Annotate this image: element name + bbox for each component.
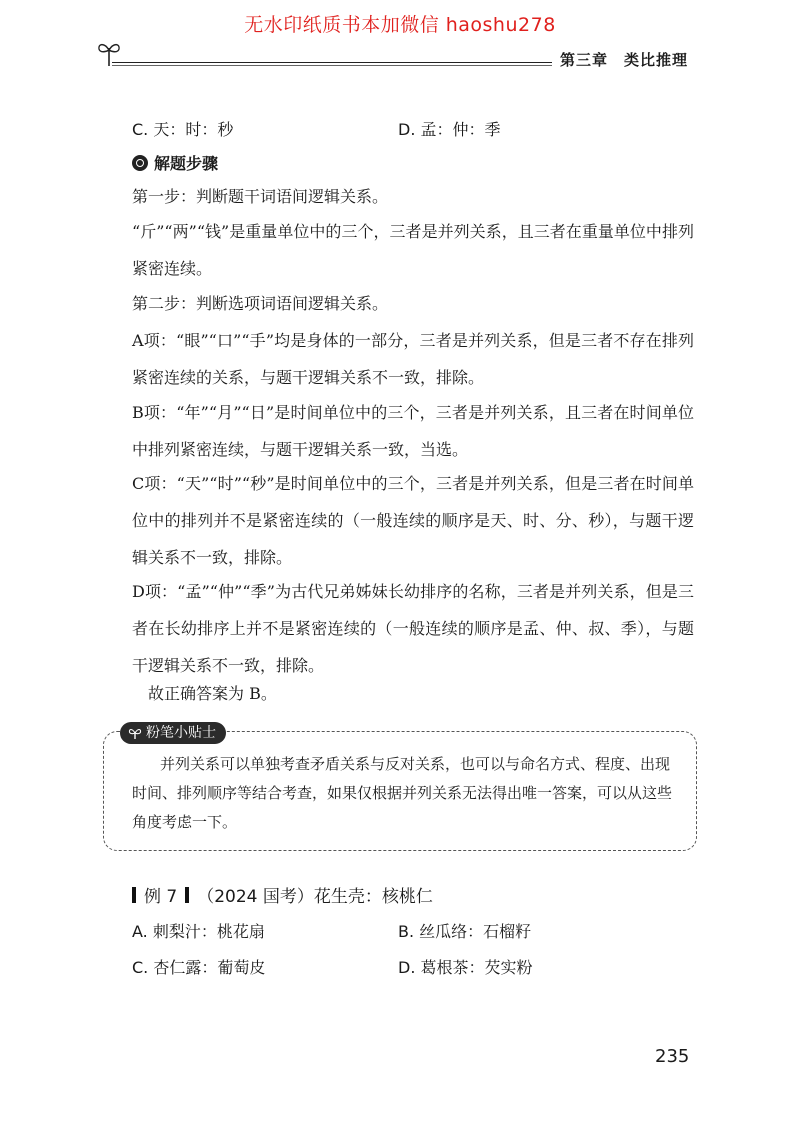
example-bar-left (132, 887, 136, 903)
steps-heading (132, 151, 218, 174)
example-bar-right (185, 887, 189, 903)
sprout-small-icon (128, 726, 142, 740)
example-option-a: A. 刺梨汁：桃花扇 (132, 922, 265, 941)
steps-title-text: 解题步骤 (154, 154, 219, 173)
page-number: 235 (655, 1046, 690, 1067)
step-1: 第一步：判断题干词语间逻辑关系。 (132, 187, 389, 206)
paragraph-option-d: D项：“孟”“仲”“季”为古代兄弟姊妹长幼排序的名称，三者是并列关系，但是三者在长幼排序上并不是紧密连续的（一般连续的顺序是孟、仲、叔、季），与题干逻辑关系不一致，排除。 (132, 582, 694, 675)
paragraph-premise: “斤”“两”“钱”是重量单位中的三个，三者是并列关系，且三者在重量单位中排列紧密连续。 (132, 222, 694, 278)
chapter-title: 第三章 类比推理 (560, 51, 689, 69)
example-option-d: D. 葛根茶：芡实粉 (398, 958, 533, 977)
paragraph-option-c: C项：“天”“时”“秒”是时间单位中的三个，三者是并列关系，但是三者在时间单位中的排列并不是紧密连续的（一般连续的顺序是天、时、分、秒），与题干逻辑关系不一致，排除。 (132, 474, 694, 567)
example-heading (132, 882, 433, 907)
tip-text (132, 750, 672, 837)
example-option-b: B. 丝瓜络：石榴籽 (398, 922, 532, 941)
tip-body: 并列关系可以单独考查矛盾关系与反对关系，也可以与命名方式、程度、出现时间、排列顺序等结合考查，如果仅根据并列关系无法得出唯一答案，可以从这些角度考虑一下。 (132, 755, 673, 831)
steps-icon (132, 155, 148, 171)
paragraph-option-a: A项：“眼”“口”“手”均是身体的一部分，三者是并列关系，但是三者不存在排列紧密连续的关系，与题干逻辑关系不一致，排除。 (132, 331, 694, 387)
sprout-icon (96, 38, 122, 68)
answer-line: 故正确答案为 B。 (148, 684, 277, 703)
example-source: （2024 国考）花生壳：核桃仁 (197, 887, 433, 907)
example-option-c: C. 杏仁露：葡萄皮 (132, 958, 266, 977)
header-rule (112, 62, 552, 63)
paragraph-option-b: B项：“年”“月”“日”是时间单位中的三个，三者是并列关系，且三者在时间单位中排列紧密连续，与题干逻辑关系一致，当选。 (132, 403, 694, 459)
tip-label-text: 粉笔小贴士 (146, 725, 216, 741)
example-label: 例 7 (144, 887, 178, 907)
option-d: D. 孟：仲：季 (398, 120, 501, 139)
watermark-text: 无水印纸质书本加微信 haoshu278 (244, 14, 556, 36)
option-c: C. 天：时：秒 (132, 120, 234, 139)
tip-label (120, 722, 226, 744)
header-rule-thin (112, 65, 552, 66)
step-2: 第二步：判断选项词语间逻辑关系。 (132, 294, 389, 313)
